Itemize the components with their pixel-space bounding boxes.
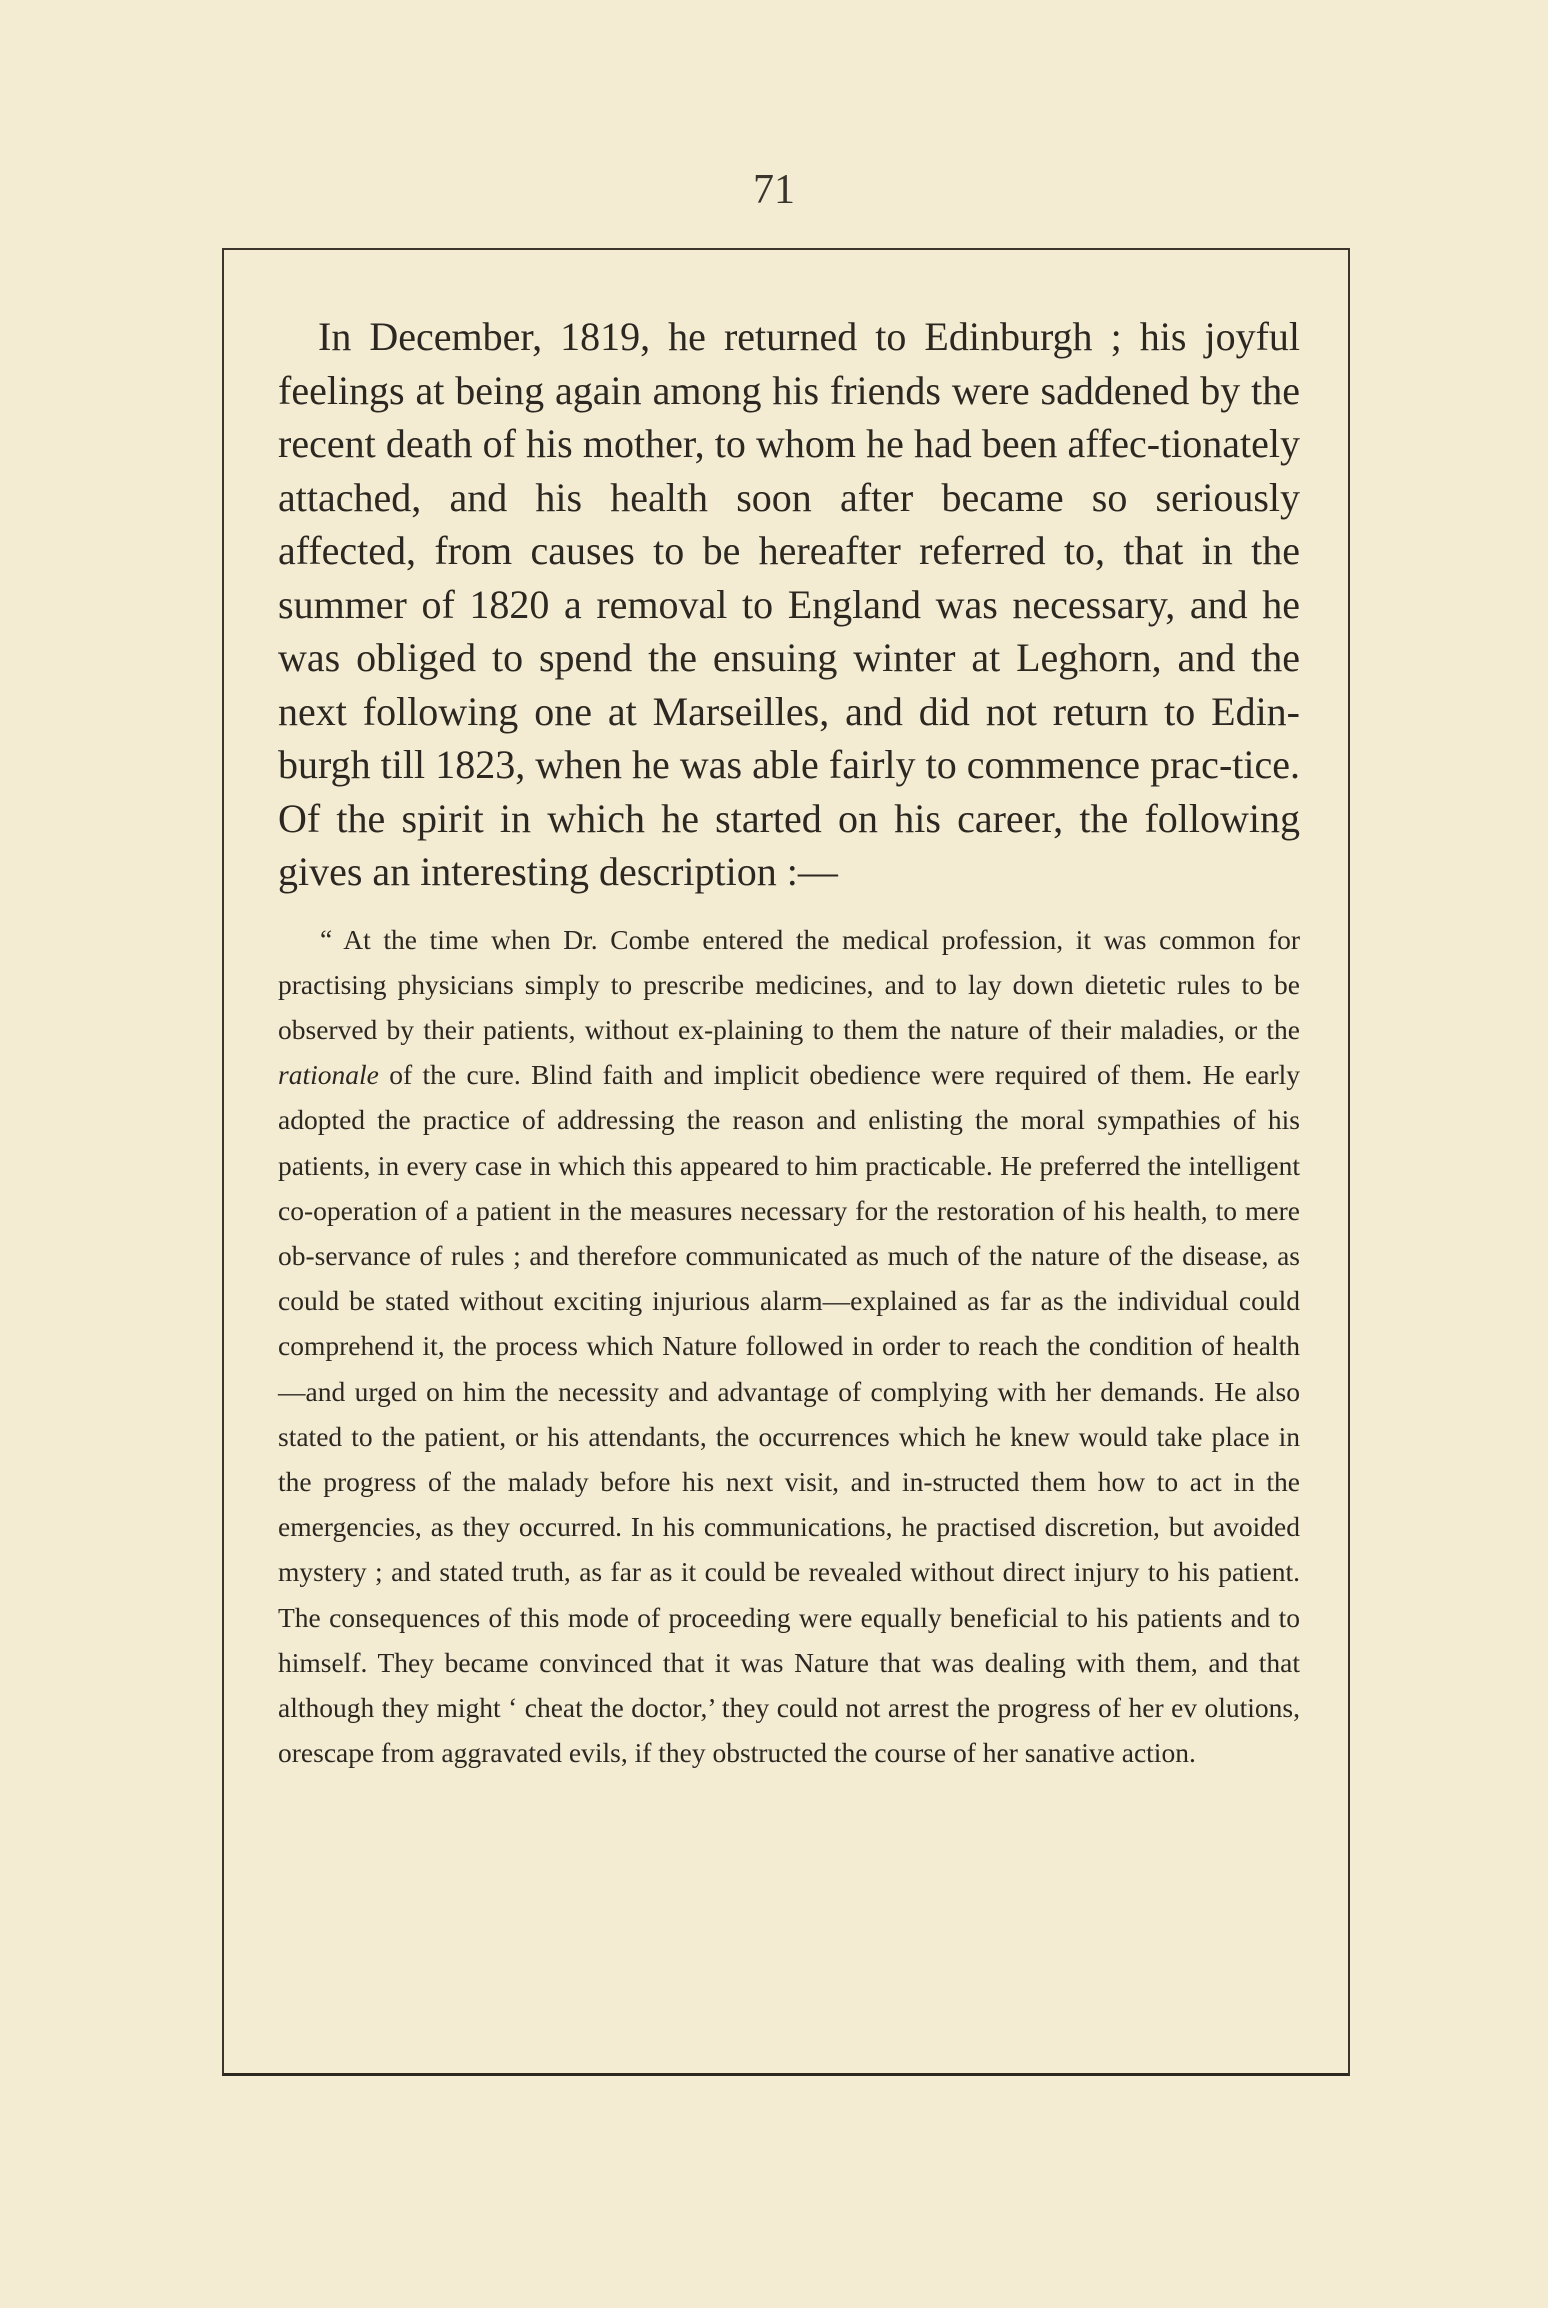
- quote-italic-word: rationale: [278, 1059, 379, 1091]
- main-paragraph: In December, 1819, he returned to Edinburgh ; his joyful feelings at being again among his friends were saddened by the recent death of his mother, to whom he had been affec-tionately attached, and his health soon after became so seriously affected, from causes to be hereafter referred to, that in the summer of 1820 a removal to England was necessary, and he was obliged to spend the ensuing winter at Leghorn, and the next following one at Marseilles, and did not return to Edin-burgh till 1823, when he was able fairly to commence prac-tice. Of the spirit in which he started on his career, the following gives an interesting description :—: [278, 314, 1300, 894]
- page-number: 71: [753, 167, 795, 213]
- text-block: [278, 310, 1300, 1775]
- quote-text-part-2: of the cure. Blind faith and implicit obedience were required of them. He early adopted the practice of addressing the reason and enlisting the moral sympathies of his patients, in every case in which this appeared to him practicable. He preferred the intelligent co-operation of a patient in the measures necessary for the restoration of his health, to mere ob-servance of rules ; and therefore communicated as much of the nature of the disease, as could be stated without exciting injurious alarm—explained as far as the individual could comprehend it, the process which Nature followed in order to reach the condition of health—and urged on him the necessity and advantage of complying with her demands. He also stated to the patient, or his attendants, the occurrences which he knew would take place in the progress of the malady before his next visit, and in-structed them how to act in the emergencies, as they occurred. In his communications, he practised discretion, but avoided mystery ; and stated truth, as far as it could be revealed without direct injury to his patient. The consequences of this mode of proceeding were equally beneficial to his patients and to himself. They became convinced that it was Nature that was dealing with them, and that although they might ‘ cheat the doctor,’ they could not arrest the progress of her ev olutions, orescape from aggravated evils, if they obstructed the course of her sanative action.: [278, 1059, 1300, 1769]
- quote-text-part-1: “ At the time when Dr. Combe entered the medical profession, it was common for practising physicians simply to prescribe medicines, and to lay down dietetic rules to be observed by their patients, without ex-plaining to them the nature of their maladies, or the: [278, 923, 1300, 1045]
- quotation-paragraph: [278, 917, 1300, 1776]
